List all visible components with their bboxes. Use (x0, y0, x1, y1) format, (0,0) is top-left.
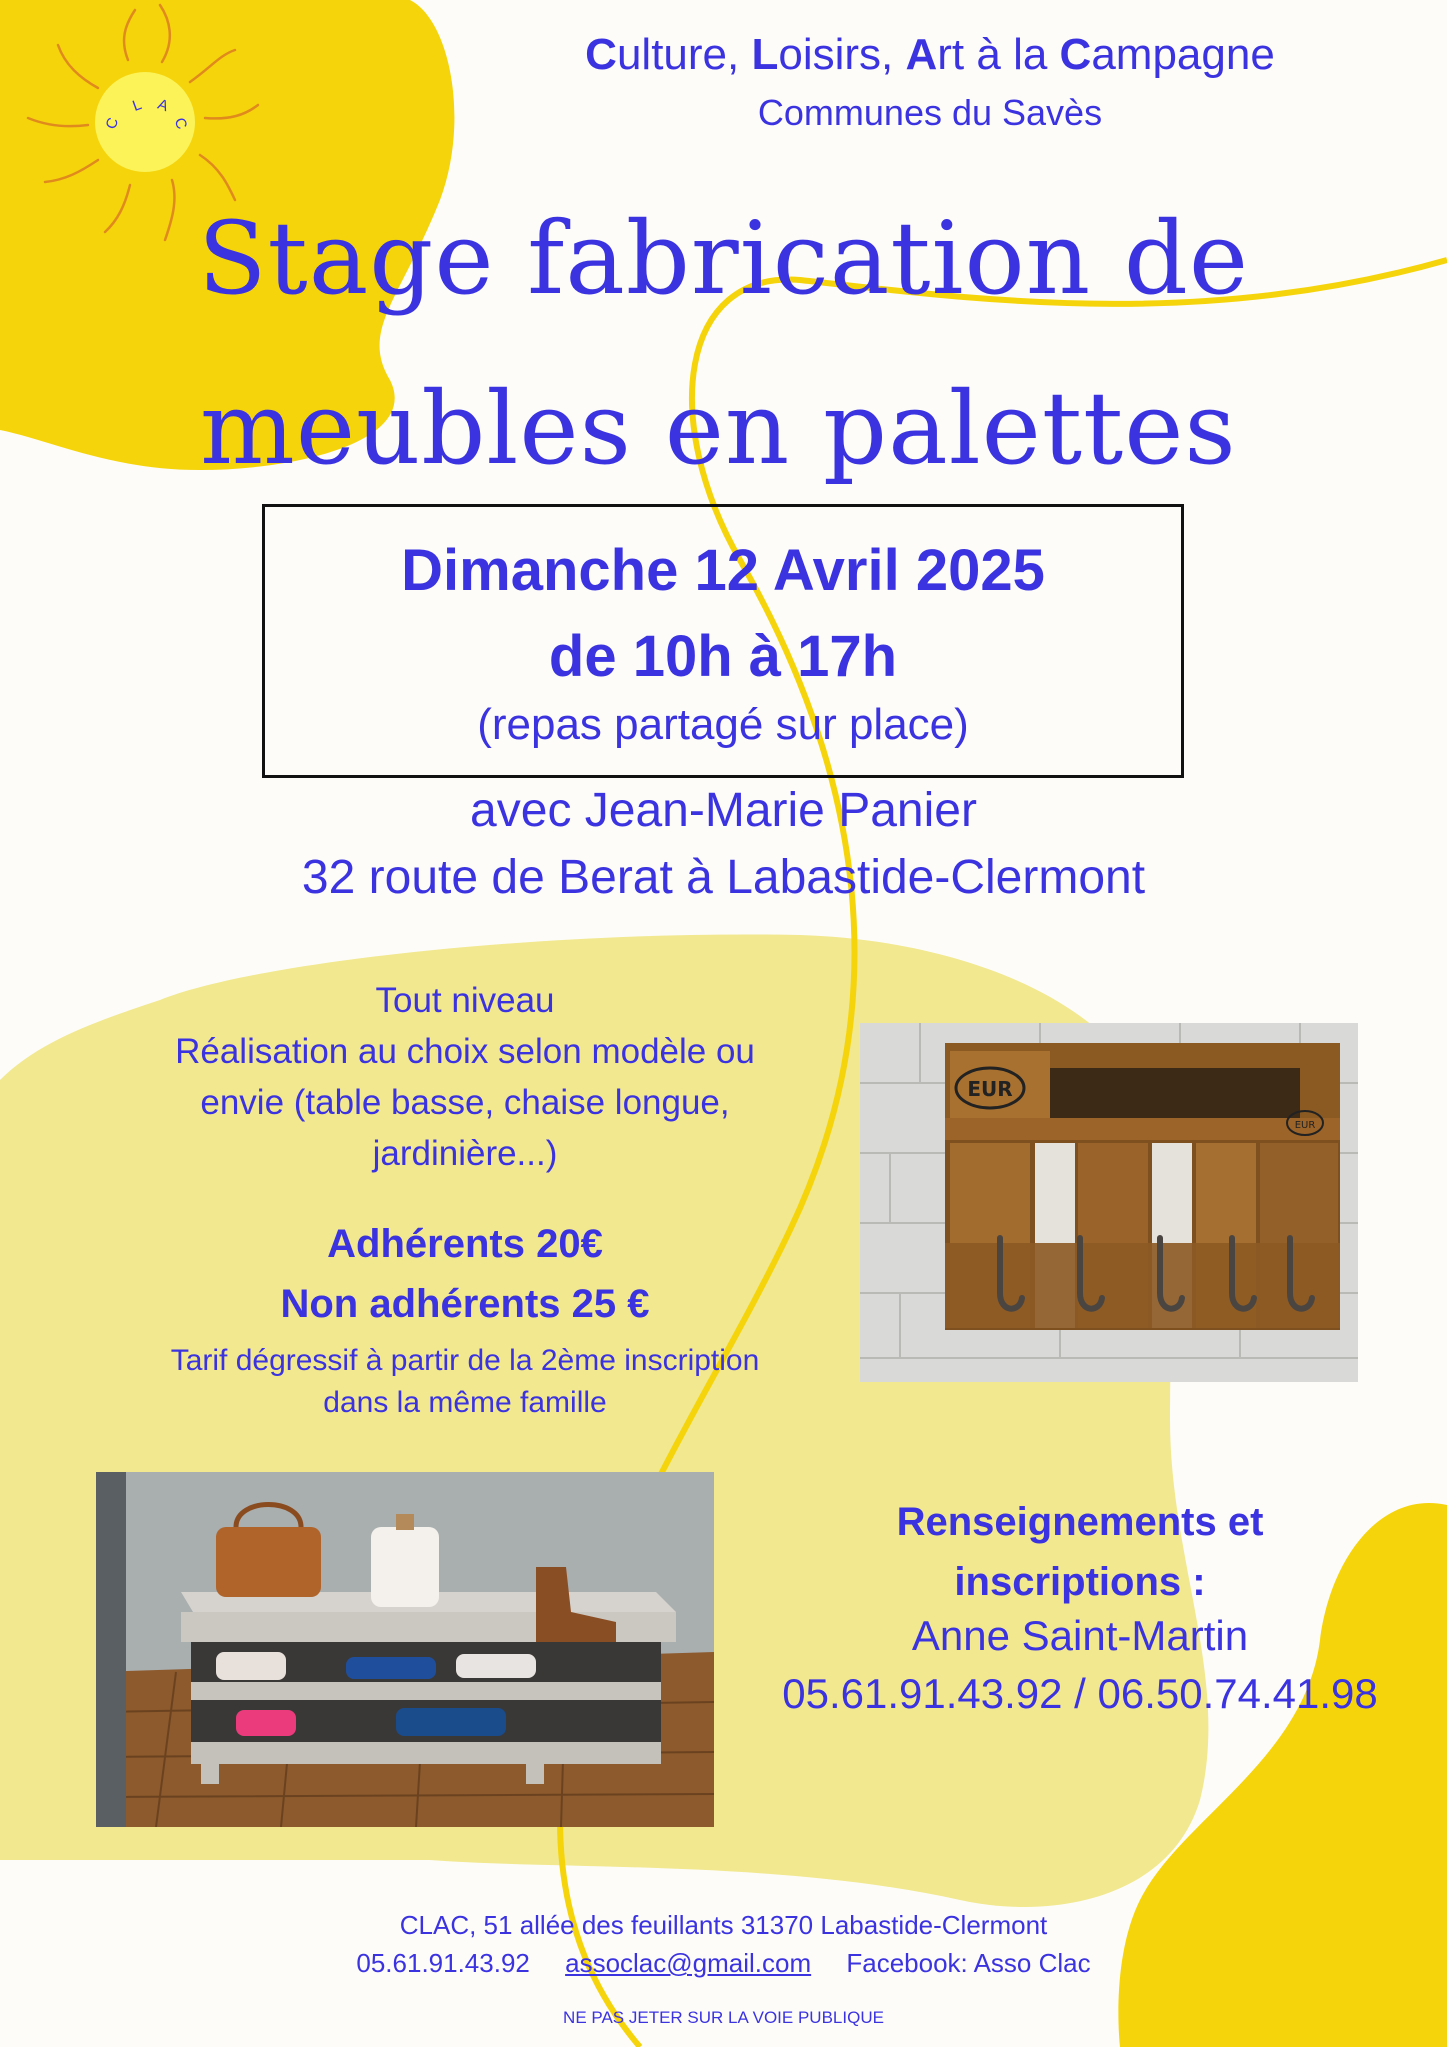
contact-name: Anne Saint-Martin (911, 1612, 1249, 1659)
contact-heading-line: Renseignements et (896, 1500, 1264, 1544)
org-initial: A (905, 30, 938, 79)
org-word: ulture, (616, 30, 752, 79)
contact-heading (760, 1492, 1400, 1612)
org-word: ampagne (1091, 30, 1275, 79)
coat-rack-photo (860, 1023, 1358, 1382)
logo-letter: A (155, 95, 171, 116)
tarif-line: Tarif dégressif à partir de la 2ème inscription (170, 1344, 760, 1377)
event-meal-note: (repas partagé sur place) (477, 700, 969, 749)
price-members: Adhérents 20€ (327, 1222, 603, 1266)
level-text: Tout niveau (375, 981, 555, 1020)
footer-facebook: Facebook: Asso Clac (846, 1948, 1091, 1978)
tarif-line: dans la même famille (323, 1386, 607, 1419)
org-initial: C (1059, 30, 1092, 79)
workshop-description (95, 975, 835, 1179)
footer-phone: 05.61.91.43.92 (356, 1948, 530, 1978)
logo-letter: C (170, 115, 191, 132)
description-line: Réalisation au choix selon modèle ou (175, 1032, 755, 1071)
org-word: oisirs, (778, 30, 906, 79)
event-date-box (262, 504, 1184, 778)
footer-legal-notice: NE PAS JETER SUR LA VOIE PUBLIQUE (563, 2008, 884, 2027)
page-title-line-1: Stage fabrication de (198, 200, 1250, 317)
page-title-line-2: meubles en palettes (200, 370, 1237, 487)
org-initial: L (751, 30, 779, 79)
logo-letter: L (130, 96, 144, 115)
organization-name (500, 30, 1360, 80)
shoe-bench-photo (96, 1472, 714, 1827)
footer-contact-row (200, 1948, 1247, 1979)
tarif-note (95, 1340, 835, 1424)
organization-subtitle: Communes du Savès (757, 92, 1103, 133)
pallet-stamp-text: EUR (967, 1077, 1013, 1101)
event-time: de 10h à 17h (548, 624, 898, 689)
event-date: Dimanche 12 Avril 2025 (401, 538, 1045, 603)
contact-heading-line: inscriptions : (954, 1560, 1206, 1604)
org-word: rt à la (937, 30, 1060, 79)
footer-address: CLAC, 51 allée des feuillants 31370 Labastide-Clermont (399, 1910, 1048, 1940)
logo-letters (95, 85, 195, 165)
org-initial: C (585, 30, 617, 79)
price-non-members: Non adhérents 25 € (280, 1282, 650, 1326)
footer-email-link[interactable]: assoclac@gmail.com (565, 1948, 812, 1978)
event-address: 32 route de Berat à Labastide-Clermont (301, 851, 1146, 904)
logo-letter: C (102, 115, 123, 132)
pallet-stamp-text: EUR (1294, 1120, 1316, 1131)
contact-phones: 05.61.91.43.92 / 06.50.74.41.98 (782, 1670, 1378, 1717)
description-line: jardinière...) (372, 1134, 558, 1173)
event-instructor: avec Jean-Marie Panier (470, 784, 977, 837)
description-line: envie (table basse, chaise longue, (200, 1083, 730, 1122)
